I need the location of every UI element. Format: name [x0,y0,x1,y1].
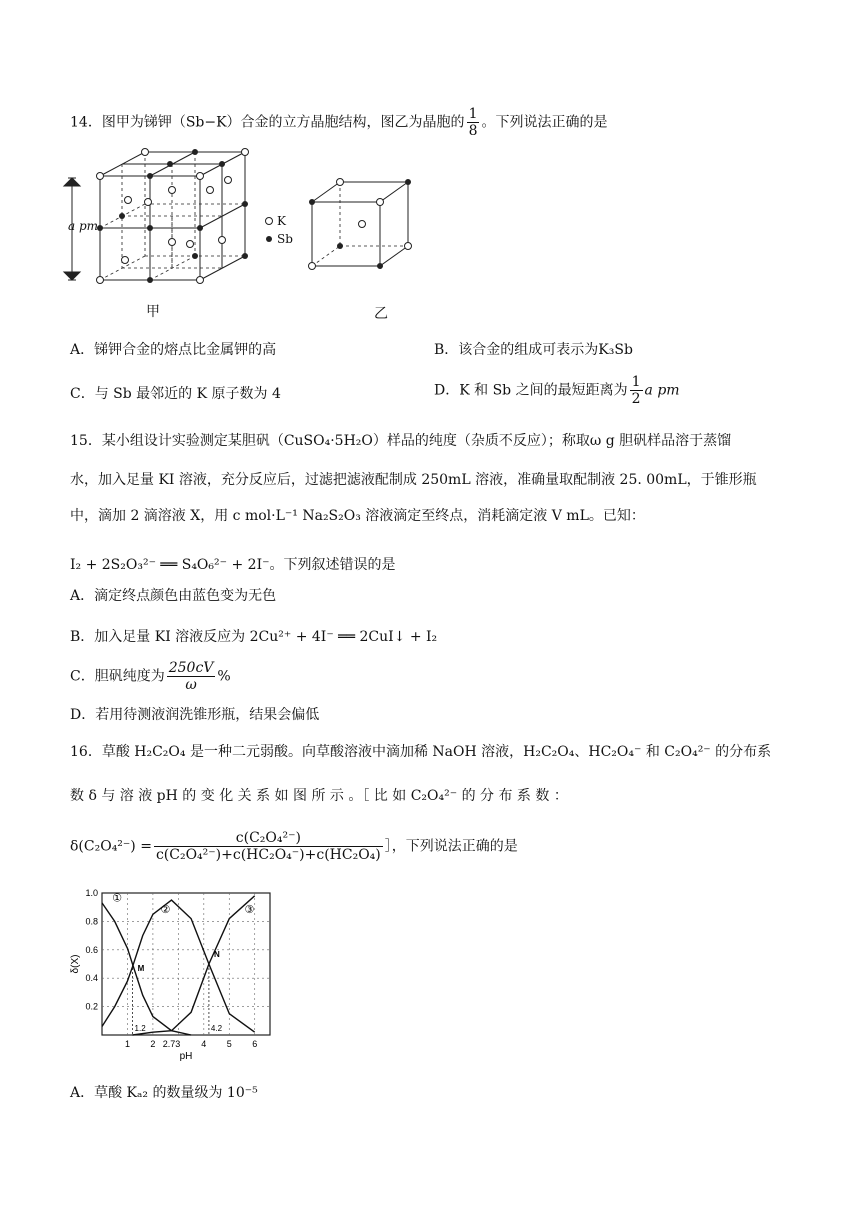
q14-option-d-text: D．K 和 Sb 之间的最短距离为 [434,382,628,399]
q16-equation [70,830,518,863]
y-tick-label: 1.0 [85,888,98,898]
y-tick-label: 0.6 [85,944,98,955]
q14-frac-den: 8 [468,123,478,139]
legend-sb-label: Sb [277,232,293,246]
q15-option-b: B．加入足量 KI 溶液反应为 2Cu²⁺ + 4I⁻ ══ 2CuI↓ + I₂ [70,629,438,645]
q14-fraction [467,106,480,139]
point-m-label: M [137,964,145,974]
q16-line-2: 数 δ 与 溶 液 pH 的 变 化 关 系 如 图 所 示 。［ 比 如 C₂O₄²⁻ 的 分 布 系 数 ： [70,788,568,804]
distribution-chart [70,885,280,1065]
legend-k-icon [264,216,274,226]
legend-sb-icon [264,234,274,244]
q16-eq-lhs: δ(C₂O₄²⁻) = [70,838,152,855]
q14-optd-den: 2 [631,391,641,407]
annotation-1.2: 1.2 [134,1024,146,1033]
q14-option-b: B．该合金的组成可表示为K₃Sb [434,342,633,358]
q14-frac-num: 1 [468,106,478,122]
point-n-label: N [214,949,220,959]
x-tick-label: 4 [201,1039,207,1049]
series-line-1 [102,903,191,1035]
series-1-label: ① [112,891,123,905]
q15-optc-den: ω [185,677,197,693]
q15-option-c [70,660,231,693]
series-2-label: ② [160,902,171,916]
q15-optc-num: 250cV [168,660,214,676]
q15-line-2: 水，加入足量 KI 溶液，充分反应后，过滤把滤液配制成 250mL 溶液，准确量取配制液 25. 00mL，于锥形瓶 [70,472,757,488]
q14-stem [70,106,607,139]
q16-eq-den: c(C₂O₄²⁻)+c(HC₂O₄⁻)+c(HC₂O₄) [155,847,381,863]
x-tick-label: 2 [150,1039,156,1049]
q14-stem-tail: 。下列说法正确的是 [481,114,608,131]
q15-option-c-fraction [167,660,216,693]
crystal-figure-yi [300,172,430,282]
q14-option-a: A．锑钾合金的熔点比金属钾的高 [70,342,277,358]
q14-option-c: C．与 Sb 最邻近的 K 原子数为 4 [70,386,281,402]
y-axis-label: δ(X) [70,954,81,974]
q14-option-d-unit: a pm [644,382,680,399]
q16-line-1: 16．草酸 H₂C₂O₄ 是一种二元弱酸。向草酸溶液中滴加稀 NaOH 溶液，H₂C₂O₄、HC₂O₄⁻ 和 C₂O₄²⁻ 的分布系 [70,744,772,760]
annotation-4.2: 4.2 [210,1024,223,1033]
q16-option-a: A．草酸 Kₐ₂ 的数量级为 10⁻⁵ [70,1085,258,1101]
fig-jia-label: 甲 [146,304,160,320]
series-3-label: ③ [244,902,255,916]
q14-option-d [434,374,680,407]
a-pm-label: a pm [68,219,99,233]
y-tick-label: 0.4 [85,973,98,984]
q16-eq-num: c(C₂O₄²⁻) [154,830,383,847]
fig-yi-label: 乙 [374,306,388,322]
q15-line-4: I₂ + 2S₂O₃²⁻ ══ S₄O₆²⁻ + 2I⁻。下列叙述错误的是 [70,557,396,573]
x-tick-label: 2.73 [162,1039,181,1049]
q14-optd-num: 1 [631,374,641,390]
x-tick-label: 6 [252,1039,258,1049]
q16-eq-fraction [154,830,383,863]
q15-option-c-text: C．胆矾纯度为 [70,668,165,685]
q15-option-d: D．若用待测液润洗锥形瓶，结果会偏低 [70,707,320,723]
y-tick-label: 0.8 [85,916,98,927]
q16-eq-tail: ］，下列说法正确的是 [384,838,518,855]
q15-line-3: 中，滴加 2 滴溶液 X，用 c mol·L⁻¹ Na₂S₂O₃ 溶液滴定至终点，消耗滴定液 V mL。已知： [70,508,645,524]
q14-option-d-fraction [630,374,643,407]
y-tick-label: 0.2 [85,1001,98,1012]
q15-option-c-percent: % [217,668,231,685]
q14-stem-text: 14．图甲为锑钾（Sb−K）合金的立方晶胞结构，图乙为晶胞的 [70,114,465,131]
q15-line-1: 15．某小组设计实验测定某胆矾（CuSO₄·5H₂O）样品的纯度（杂质不反应）；称取ω g 胆矾样品溶于蒸馏 [70,433,732,449]
x-tick-label: 5 [226,1039,232,1049]
q15-option-a: A．滴定终点颜色由蓝色变为无色 [70,588,277,604]
legend-k-label: K [277,214,286,228]
series-line-3 [133,896,255,1035]
x-tick-label: 1 [124,1039,130,1049]
x-axis-label: pH [179,1051,193,1062]
